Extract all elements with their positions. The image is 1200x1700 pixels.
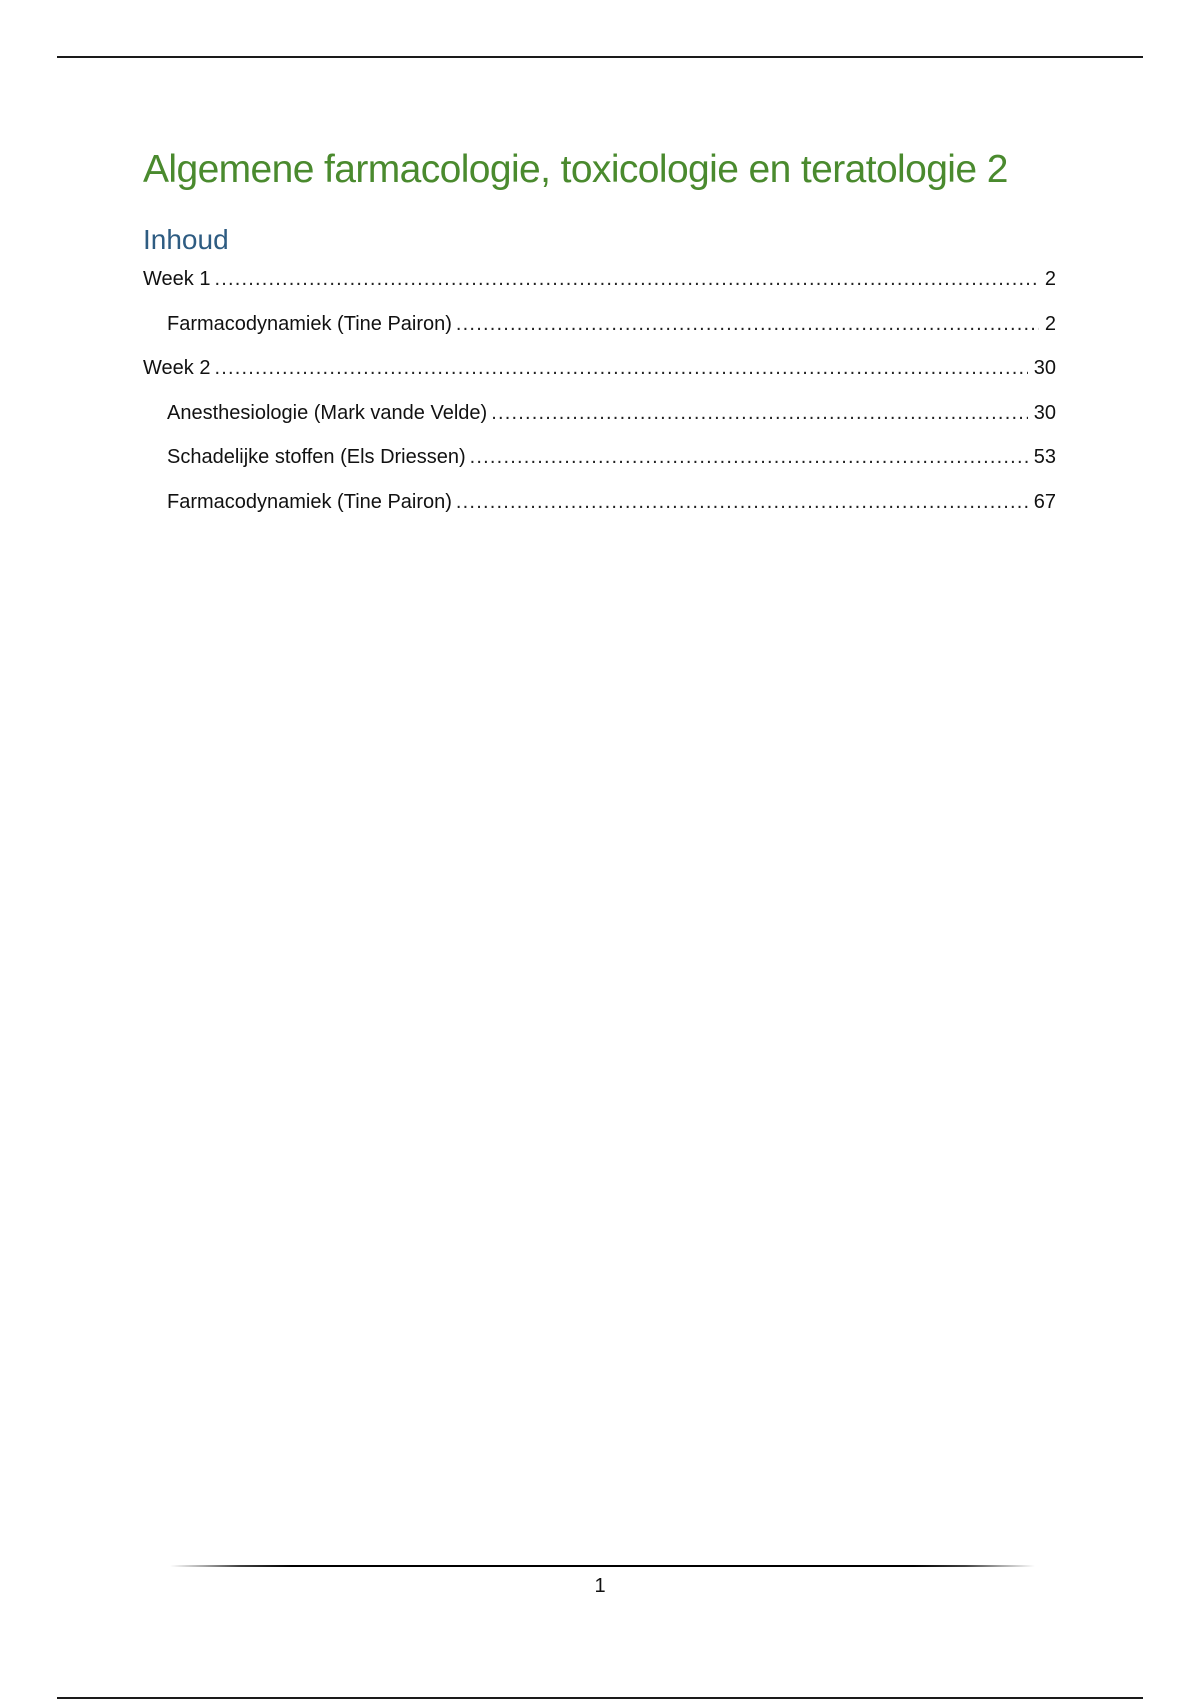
toc-entry-label: Schadelijke stoffen (Els Driessen) [167,446,466,468]
toc-dot-leader [470,442,1028,472]
toc-entry[interactable] [143,353,1056,398]
toc-entry[interactable] [143,442,1056,487]
toc-heading: Inhoud [143,224,229,255]
page-number: 1 [594,1575,606,1597]
footer-rule [170,1565,1035,1567]
toc-entry-page: 30 [1033,401,1056,424]
toc-dot-leader [214,264,1038,294]
toc-entry-page: 2 [1044,268,1056,290]
toc-entry[interactable] [143,309,1056,354]
page-bottom-rule [57,1697,1143,1699]
toc-entry-label: Anesthesiologie (Mark vande Velde) [167,401,488,424]
toc-entry[interactable] [143,487,1056,532]
toc-entry[interactable] [143,398,1056,443]
document-title: Algemene farmacologie, toxicologie en teratologie 2 [143,148,1008,191]
toc-dot-leader [456,309,1039,339]
toc-entry-page: 30 [1033,357,1056,379]
toc-entry-page: 53 [1033,446,1056,468]
toc-entry-label: Farmacodynamiek (Tine Pairon) [167,490,452,513]
toc-dot-leader [456,487,1028,517]
toc-entry-page: 2 [1044,312,1056,335]
table-of-contents [143,264,1056,531]
toc-entry[interactable] [143,264,1056,309]
toc-entry-label: Week 1 [143,268,211,290]
toc-entry-label: Farmacodynamiek (Tine Pairon) [167,312,452,335]
toc-dot-leader [491,398,1028,428]
toc-entry-page: 67 [1033,490,1056,513]
page-top-rule [57,56,1143,58]
toc-entry-label: Week 2 [143,357,211,379]
toc-dot-leader [214,353,1027,383]
